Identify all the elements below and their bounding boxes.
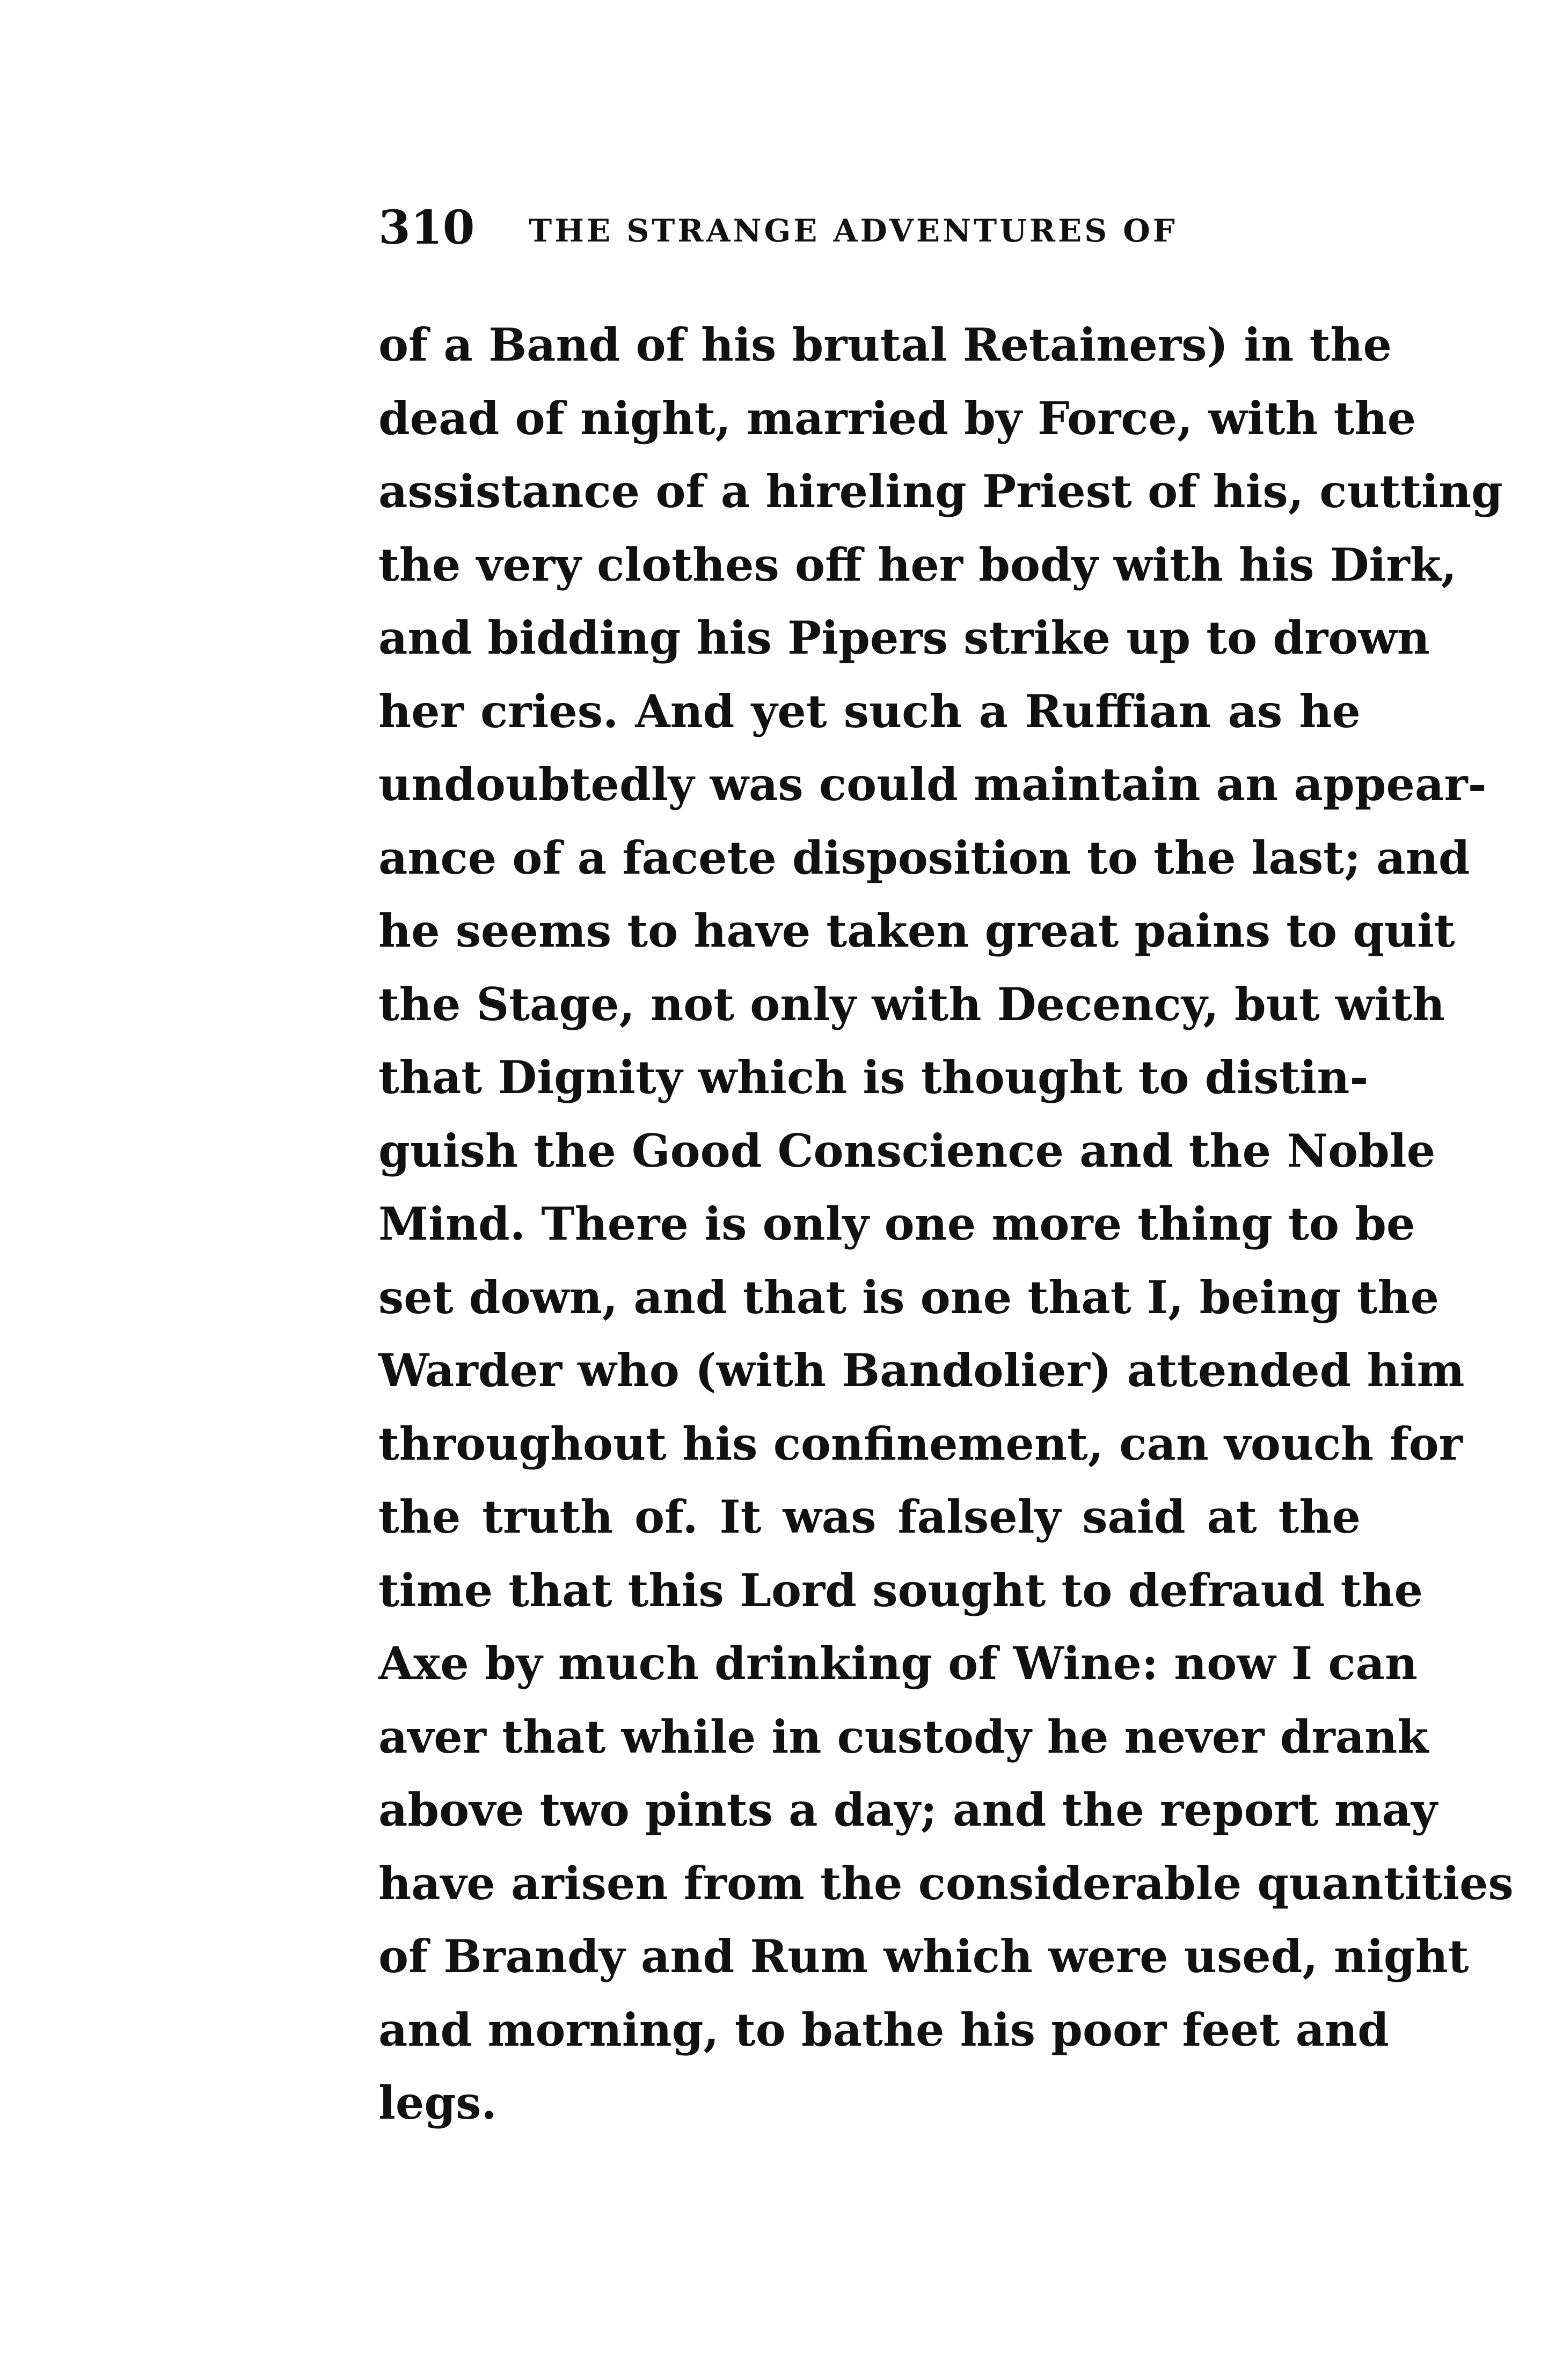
page-number: 310 [378, 201, 475, 255]
text-line: the Stage, not only with Decency, but with [378, 977, 1445, 1031]
text-line: the truth of. It was falsely said at the [378, 1490, 1361, 1543]
text-line: her cries. And yet such a Ruffian as he [378, 684, 1361, 738]
text-line: of a Band of his brutal Retainers) in the [378, 318, 1392, 371]
body-text [378, 309, 1514, 2140]
text-line: the very clothes off her body with his Dirk, [378, 538, 1457, 591]
text-line: aver that while in custody he never drank [378, 1710, 1429, 1763]
text-line: of Brandy and Rum which were used, night [378, 1930, 1469, 1983]
text-line: set down, and that is one that I, being the [378, 1270, 1440, 1324]
text-line: ance of a facete disposition to the last; and [378, 831, 1470, 884]
page-header [378, 199, 1205, 258]
text-line: dead of night, married by Force, with the [378, 391, 1416, 445]
text-line: Mind. There is only one more thing to be [378, 1197, 1415, 1250]
text-line: above two pints a day; and the report may [378, 1783, 1437, 1836]
text-line: and bidding his Pipers strike up to drown [378, 611, 1430, 664]
text-line: have arisen from the considerable quantities [378, 1856, 1514, 1910]
text-line: undoubtedly was could maintain an appear- [378, 758, 1487, 811]
text-line: he seems to have taken great pains to quit [378, 904, 1455, 957]
text-line: time that this Lord sought to defraud the [378, 1563, 1423, 1617]
text-line: assistance of a hireling Priest of his, cutting [378, 465, 1503, 518]
text-line: guish the Good Conscience and the Noble [378, 1124, 1436, 1177]
text-line: legs. [378, 2076, 497, 2129]
text-line: throughout his confinement, can vouch for [378, 1417, 1463, 1470]
text-line: Axe by much drinking of Wine: now I can [378, 1637, 1418, 1690]
text-line: that Dignity which is thought to distin- [378, 1051, 1369, 1104]
running-head: THE STRANGE ADVENTURES OF [529, 213, 1178, 249]
text-line: Warder who (with Bandolier) attended him [378, 1344, 1465, 1397]
text-line: and morning, to bathe his poor feet and [378, 2003, 1389, 2056]
